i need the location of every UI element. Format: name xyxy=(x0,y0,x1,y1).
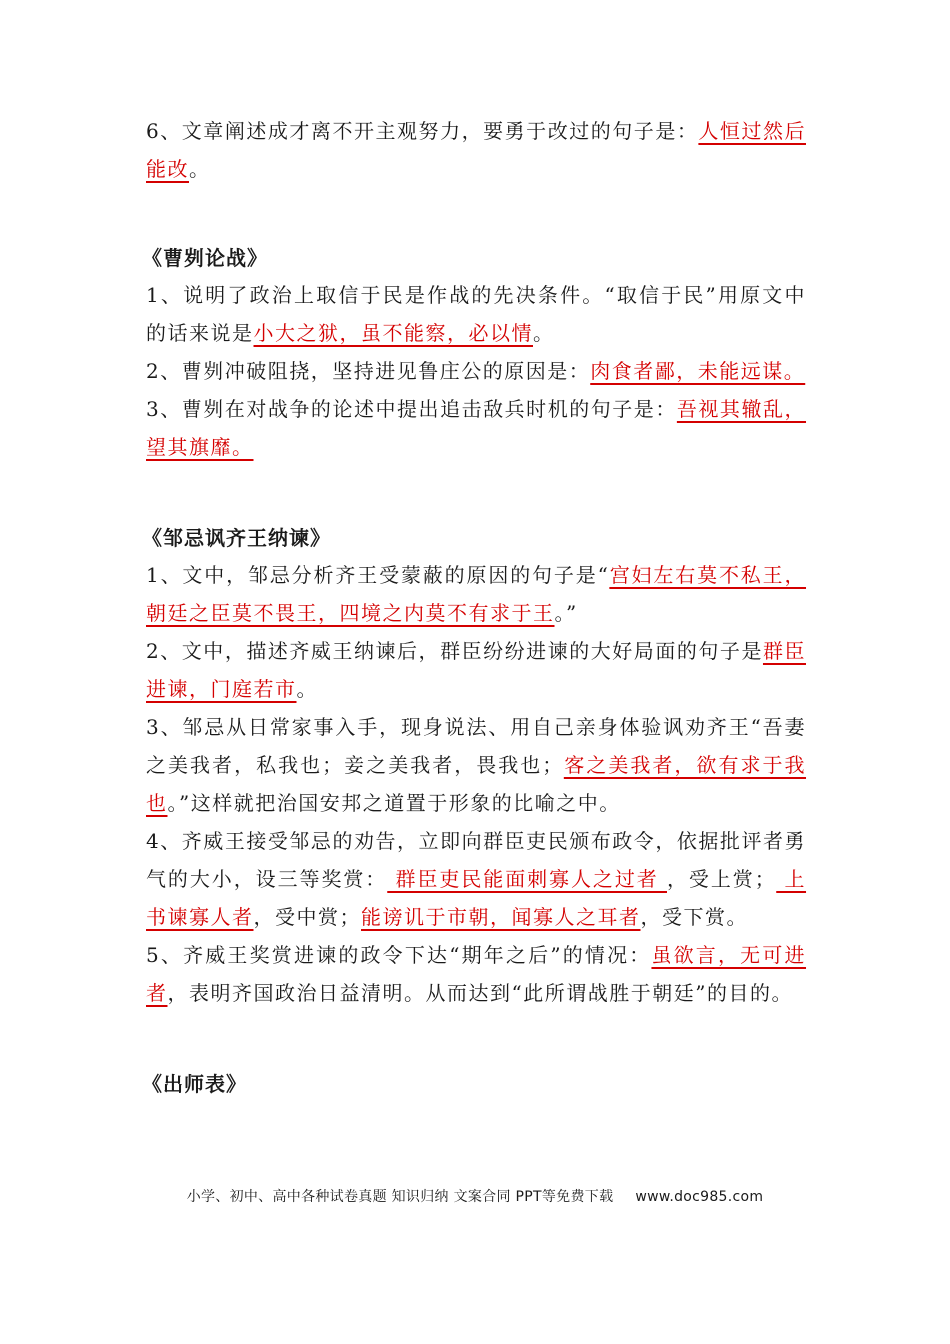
question-text: 。 xyxy=(296,677,318,701)
question-1 xyxy=(146,276,806,352)
footer-text: 小学、初中、高中各种试卷真题 知识归纳 文案合同 PPT等免费下载 xyxy=(186,1189,614,1205)
section-title-cao-gui: 《曹刿论战》 xyxy=(142,246,268,270)
question-text: ，受上赏； xyxy=(667,867,777,891)
question-text: 1、说明了政治上取信于民是作战的先决条件。“取信于民”用原文中的话来说是 xyxy=(146,283,806,345)
answer-text: 上书谏寡人者 xyxy=(146,867,807,929)
question-text: 。” xyxy=(554,601,578,625)
answer-text: 虽欲言，无可进者 xyxy=(146,943,807,1005)
question-text: 。”这样就把治国安邦之道置于形象的比喻之中。 xyxy=(167,791,621,815)
section-title-chu-shi-biao: 《出师表》 xyxy=(142,1072,247,1096)
question-text: ，受下赏。 xyxy=(640,905,748,929)
question-text: ，表明齐国政治日益清明。从而达到“此所谓战胜于朝廷”的目的。 xyxy=(167,981,793,1005)
question-text: 4、齐威王接受邹忌的劝告，立即向群臣吏民颁布政令，依据批评者勇气的大小，设三等奖赏： xyxy=(146,829,806,891)
question-text: ，受中赏； xyxy=(253,905,361,929)
question-5 xyxy=(146,936,806,1012)
document-page xyxy=(142,112,807,1102)
question-text: 2、文中，描述齐威王纳谏后，群臣纷纷进谏的大好局面的句子是 xyxy=(146,639,763,663)
answer-text: 客之美我者，欲有求于我也 xyxy=(146,753,807,815)
question-4 xyxy=(146,822,806,936)
answer-text: 能谤讥于市朝，闻寡人之耳者 xyxy=(361,905,641,929)
footer-url[interactable]: www.doc985.com xyxy=(635,1189,764,1205)
question-2 xyxy=(146,352,806,390)
question-text: 2、曹刿冲破阻挠，坚持进见鲁庄公的原因是： xyxy=(146,359,591,383)
answer-text: 肉食者鄙，未能远谋。 xyxy=(590,359,806,383)
question-text: 。 xyxy=(533,321,555,345)
section-title-zou-ji: 《邹忌讽齐王纳谏》 xyxy=(142,526,331,550)
question-text: 3、曹刿在对战争的论述中提出追击敌兵时机的句子是： xyxy=(146,397,677,421)
question-3 xyxy=(146,708,806,822)
question-2 xyxy=(146,632,806,708)
question-6 xyxy=(146,112,806,188)
question-text: 3、邹忌从日常家事入手，现身说法、用自己亲身体验讽劝齐王“吾妻之美我者，私我也；妾之美我者，畏我也； xyxy=(146,715,806,777)
question-text: 6、文章阐述成才离不开主观努力，要勇于改过的句子是： xyxy=(146,119,699,143)
answer-text: 人恒过然后能改 xyxy=(146,119,806,181)
question-3 xyxy=(146,390,806,466)
answer-text: 群臣吏民能面刺寡人之过者 xyxy=(387,867,667,891)
answer-text: 群臣进谏，门庭若市 xyxy=(146,639,806,701)
page-footer xyxy=(0,1186,950,1206)
answer-text: 宫妇左右莫不私王，朝廷之臣莫不畏王，四境之内莫不有求于王 xyxy=(146,563,807,625)
question-text: 1、文中，邹忌分析齐王受蒙蔽的原因的句子是“ xyxy=(146,563,610,587)
question-text: 。 xyxy=(189,157,211,181)
answer-text: 小大之狱，虽不能察，必以情 xyxy=(253,321,533,345)
question-text: 5、齐威王奖赏进谏的政令下达“期年之后”的情况： xyxy=(146,943,652,967)
question-1 xyxy=(146,556,806,632)
answer-text: 吾视其辙乱，望其旗靡。 xyxy=(146,397,807,459)
